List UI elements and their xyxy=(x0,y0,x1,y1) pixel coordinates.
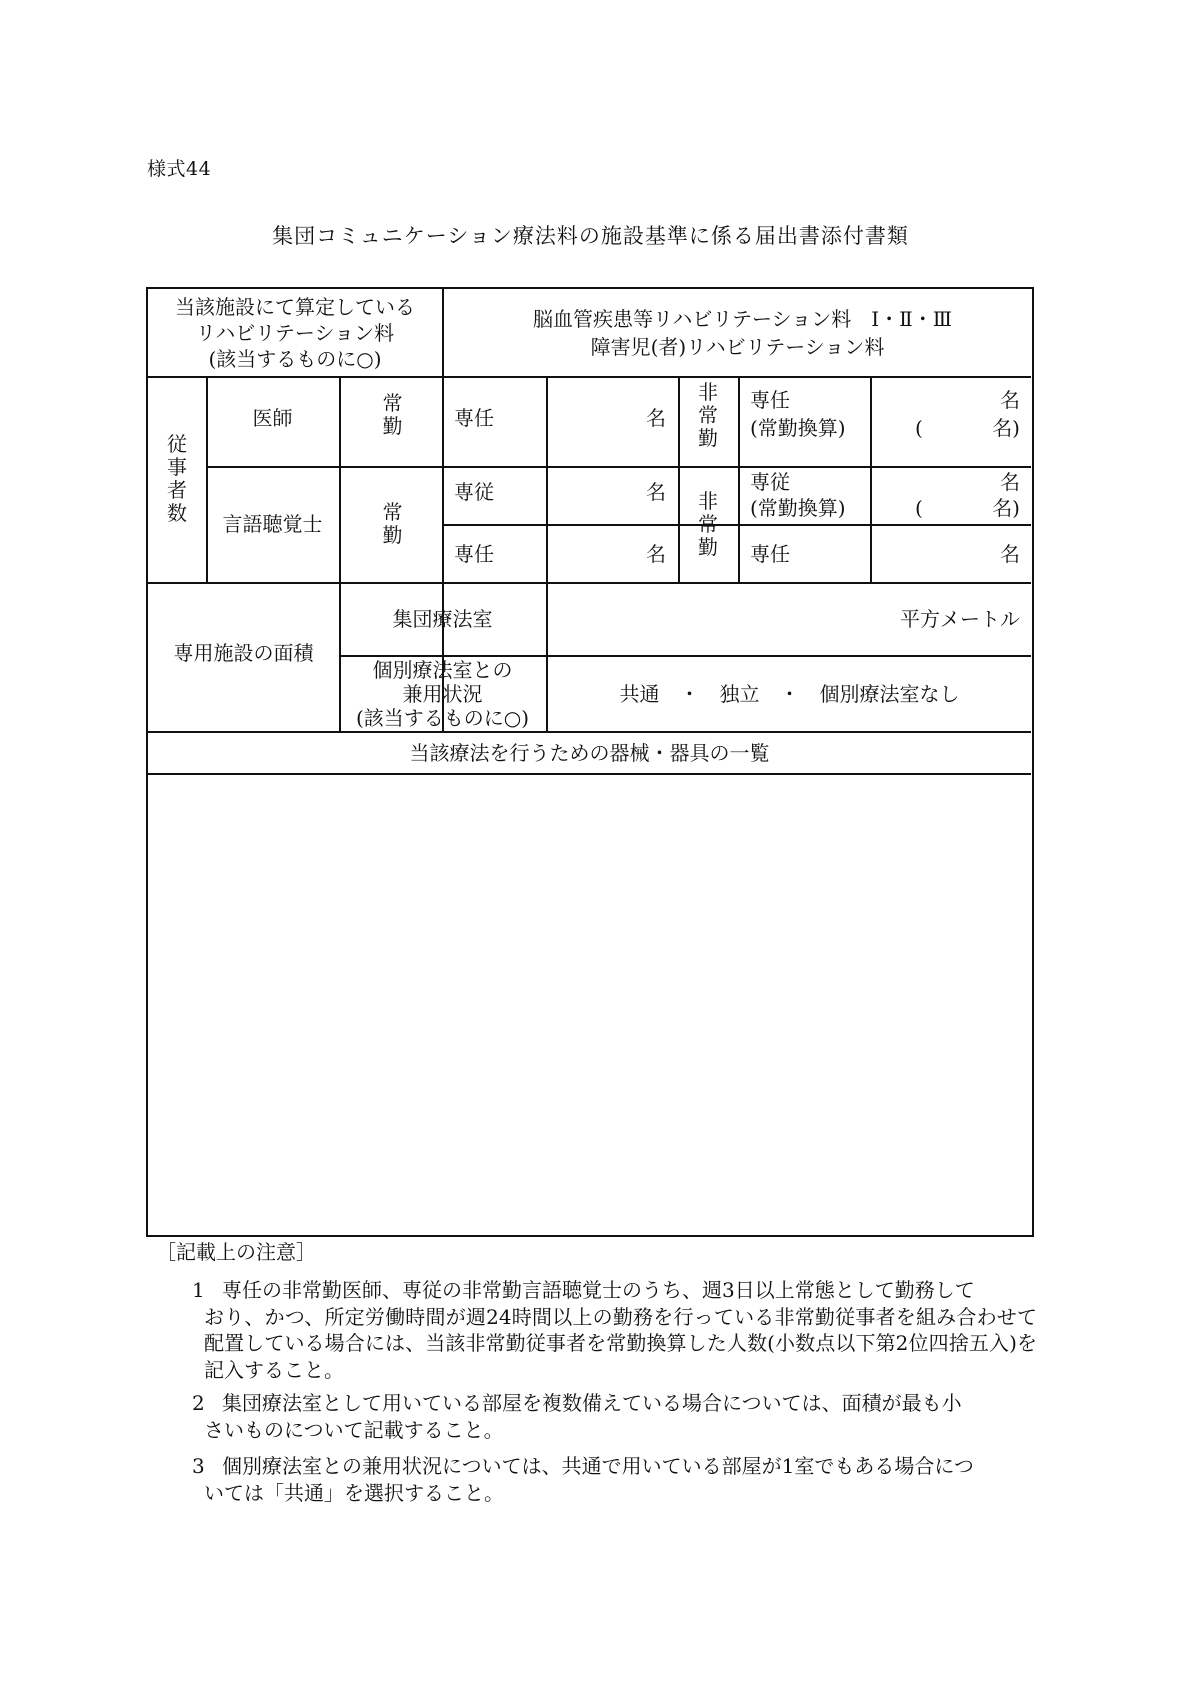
st-fulltime-row1-count[interactable] xyxy=(548,466,666,518)
rehab-options xyxy=(444,289,1031,376)
rehab-label-line: (該当するものに○) xyxy=(208,346,382,371)
st-row1-unit: 名 xyxy=(646,480,666,504)
shared-label-line: (該当するものに○) xyxy=(355,705,530,730)
staff-section-label xyxy=(148,376,206,582)
form-table xyxy=(146,287,1034,1237)
note-item xyxy=(192,1453,1037,1506)
group-room-area[interactable] xyxy=(548,582,1020,655)
note-item xyxy=(192,1277,1037,1383)
parttime-char: 非 xyxy=(698,379,718,404)
rehab-label-line: 当該施設にて算定している xyxy=(175,294,415,319)
note-number: 2 xyxy=(192,1391,205,1415)
shared-use-label xyxy=(339,656,546,731)
staff-label-char: 数 xyxy=(167,501,187,525)
fulltime-char: 常 xyxy=(382,500,403,524)
rehab-label-line: リハビリテーション料 xyxy=(195,320,395,345)
group-room-label: 集団療法室 xyxy=(392,606,493,631)
doctor-parttime-unit: 名 xyxy=(1000,388,1020,412)
st-parttime-row1-type-label: 専従 xyxy=(750,470,790,494)
note-number: 1 xyxy=(192,1278,205,1302)
st-parttime-label xyxy=(678,466,738,582)
staff-label-char: 従 xyxy=(167,432,187,456)
doctor-fulltime-label xyxy=(339,376,446,466)
conv-unit: 名) xyxy=(992,416,1020,440)
shared-label-line: 個別療法室との xyxy=(372,657,513,682)
facility-label: 専用施設の面積 xyxy=(173,640,314,665)
fulltime-char: 勤 xyxy=(382,414,403,438)
shared-label-line: 兼用状況 xyxy=(402,681,483,706)
staff-label-char: 者 xyxy=(167,478,187,502)
note-line1: 集団療法室として用いている部屋を複数備えている場合については、面積が最も小 xyxy=(222,1391,962,1415)
doctor-parttime-type-label: 専任 xyxy=(750,388,790,412)
parttime-char: 勤 xyxy=(698,534,718,559)
doctor-parttime-type xyxy=(750,376,870,466)
st-fulltime-row2-type: 専任 xyxy=(454,541,494,566)
fulltime-char: 勤 xyxy=(382,523,403,547)
st-parttime-row1-type xyxy=(750,466,870,524)
note-number: 3 xyxy=(192,1454,205,1478)
st-parttime-row1-conv xyxy=(872,495,1020,521)
st-fulltime-row2-count[interactable] xyxy=(548,525,666,582)
doctor-fulltime-type: 専任 xyxy=(454,406,494,430)
doctor-label: 医師 xyxy=(252,406,293,430)
note-line1: 個別療法室との兼用状況については、共通で用いている部屋が1室でもある場合につ xyxy=(222,1454,974,1478)
note-rest: さいものについて記載すること。 xyxy=(204,1417,504,1442)
shared-use-options[interactable]: 共通 ・ 独立 ・ 個別療法室なし xyxy=(619,681,960,706)
st-parttime-row1-count[interactable] xyxy=(872,466,1020,524)
st-parttime-row2-type: 専任 xyxy=(750,541,790,566)
st-fulltime-label xyxy=(339,466,446,582)
equipment-list-area[interactable] xyxy=(148,775,1031,1234)
doctor-parttime-label xyxy=(678,376,738,466)
st-parttime-row1-unit: 名 xyxy=(1000,470,1020,494)
doctor-fulltime-count[interactable] xyxy=(548,376,666,466)
page-title: 集団コミュニケーション療法料の施設基準に係る届出書添付書類 xyxy=(272,224,909,248)
conv-open: ( xyxy=(915,496,923,520)
fulltime-char: 常 xyxy=(382,391,403,415)
parttime-char: 勤 xyxy=(698,425,718,450)
parttime-char: 常 xyxy=(698,402,718,427)
parttime-char: 非 xyxy=(698,488,718,513)
st-parttime-row2-count[interactable] xyxy=(872,525,1020,582)
staff-label-char: 事 xyxy=(167,455,187,479)
rehab-label xyxy=(148,289,442,376)
note-line1: 専任の非常勤医師、専従の非常勤言語聴覚士のうち、週3日以上常態として勤務して xyxy=(222,1278,975,1302)
note-rest: いては「共通」を選択すること。 xyxy=(204,1480,504,1505)
st-parttime-row2-unit: 名 xyxy=(1000,541,1020,566)
table-line xyxy=(738,376,740,582)
doctor-parttime-conv-label: (常勤換算) xyxy=(750,416,846,440)
rehab-option-disabled[interactable]: 障害児(者)リハビリテーション料 xyxy=(590,334,885,359)
note-rest: おり、かつ、所定労働時間が週24時間以上の勤務を行っている非常勤従事者を組み合わせて配置している場合には、当該非常勤従事者を常勤換算した人数(小数点以下第2位四捨五入)を記入すること。 xyxy=(204,1304,1037,1382)
form-number: 様式44 xyxy=(147,158,212,180)
note-item xyxy=(192,1390,1037,1443)
conv-open: ( xyxy=(915,416,923,440)
st-row2-unit: 名 xyxy=(646,541,666,566)
st-label: 言語聴覚士 xyxy=(222,512,323,536)
group-room-unit: 平方メートル xyxy=(900,606,1020,631)
doctor-parttime-count[interactable] xyxy=(872,376,1020,466)
conv-unit: 名) xyxy=(992,496,1020,520)
st-fulltime-row1-type: 専従 xyxy=(454,480,494,504)
equipment-heading: 当該療法を行うための器械・器具の一覧 xyxy=(409,740,770,765)
doctor-parttime-conv xyxy=(872,414,1020,442)
rehab-option-cerebrovascular[interactable]: 脳血管疾患等リハビリテーション料 Ⅰ・Ⅱ・Ⅲ xyxy=(533,306,952,331)
doctor-fulltime-unit: 名 xyxy=(646,406,666,430)
parttime-char: 常 xyxy=(698,511,718,536)
st-parttime-row1-conv-label: (常勤換算) xyxy=(750,496,846,520)
notes-heading: ［記載上の注意］ xyxy=(156,1240,316,1264)
